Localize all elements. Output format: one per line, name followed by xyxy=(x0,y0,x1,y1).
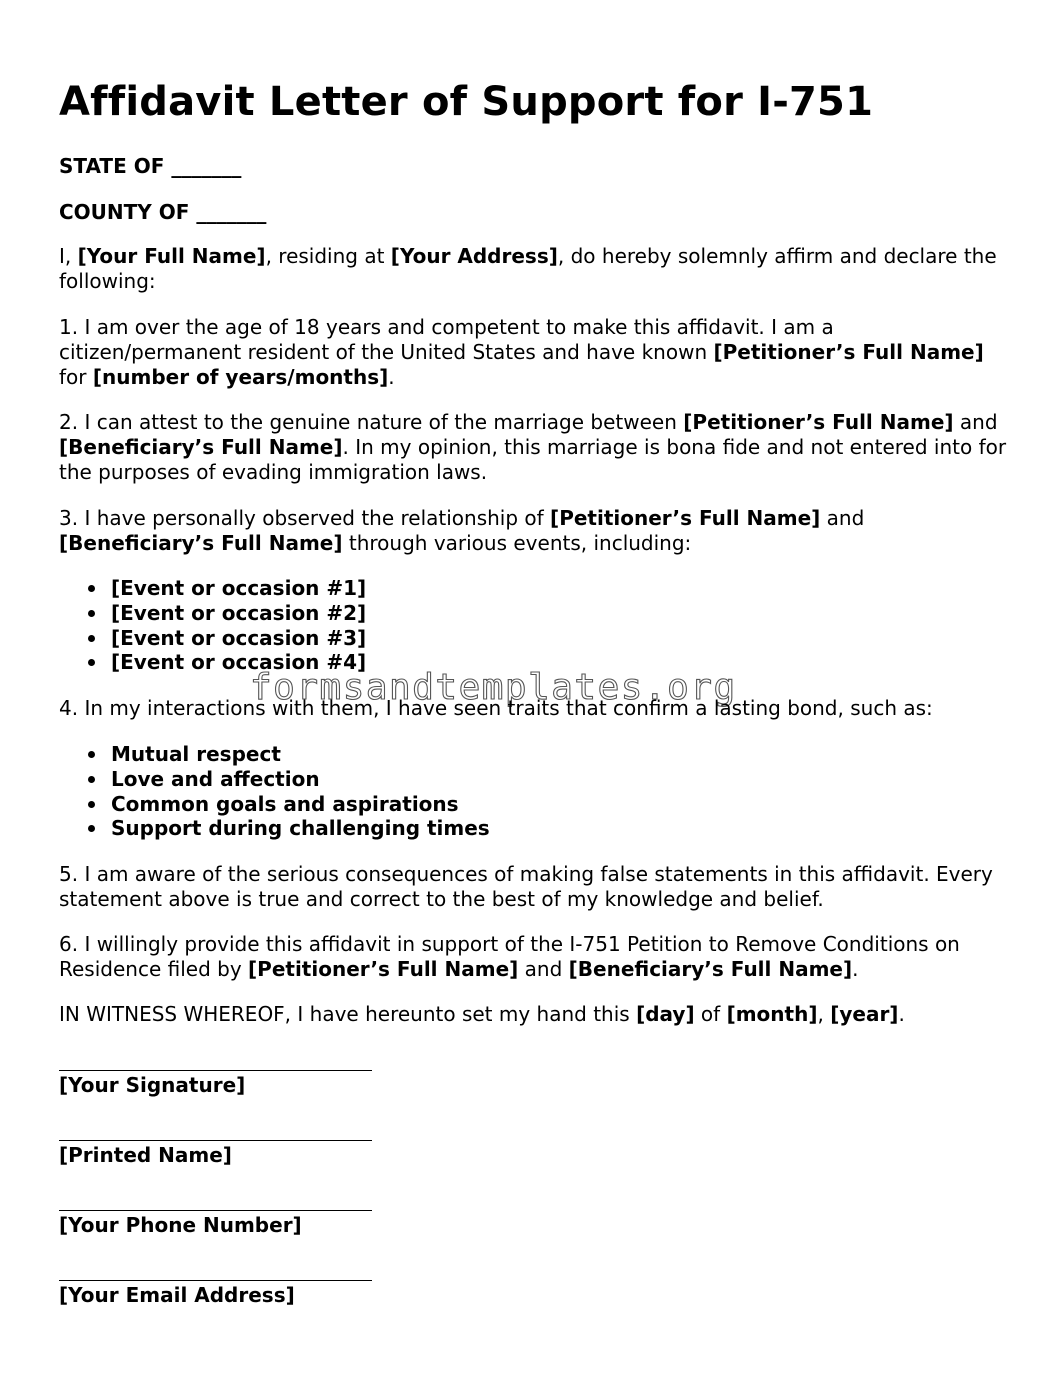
item-2-text-3: . In my opinion, this marriage is bona fide and not entered into for the purposes of evading immigration laws. xyxy=(59,434,1007,484)
printed-name-block xyxy=(59,1140,379,1167)
witness-text-1: IN WITNESS WHEREOF, I have hereunto set my hand this xyxy=(59,1002,637,1026)
item-3-paragraph xyxy=(59,506,1009,556)
item-3-petitioner: [Petitioner’s Full Name] xyxy=(550,506,821,530)
item-1-petitioner: [Petitioner’s Full Name] xyxy=(713,339,984,364)
list-item: [Event or occasion #1] xyxy=(111,576,367,600)
item-3-text-3: through various events, including: xyxy=(342,530,692,555)
signature-label: [Your Signature] xyxy=(59,1073,246,1097)
intro-address: [Your Address] xyxy=(390,244,558,268)
item-3-beneficiary: [Beneficiary’s Full Name] xyxy=(59,530,343,555)
item-1-duration: [number of years/months] xyxy=(92,364,389,389)
item-1-text-2: for xyxy=(59,364,93,389)
email-label: [Your Email Address] xyxy=(59,1283,295,1307)
traits-list xyxy=(59,742,490,841)
item-2-petitioner: [Petitioner’s Full Name] xyxy=(683,410,954,434)
phone-line xyxy=(59,1210,372,1211)
signature-line xyxy=(59,1070,372,1071)
item-6-text-3: . xyxy=(852,956,859,981)
intro-text-3: , do hereby solemnly affirm and declare the following: xyxy=(59,244,997,293)
witness-month: [month] xyxy=(726,1002,818,1026)
email-block xyxy=(59,1280,379,1307)
item-4-paragraph: 4. In my interactions with them, I have seen traits that confirm a lasting bond, such as: xyxy=(59,696,933,720)
county-line: COUNTY OF _______ xyxy=(59,200,267,224)
item-1-text-1: 1. I am over the age of 18 years and competent to make this affidavit. I am a citizen/permanent resident of the United States and have known xyxy=(59,315,834,364)
signature-block xyxy=(59,1070,379,1097)
printed-name-label: [Printed Name] xyxy=(59,1143,232,1167)
intro-text-1: I, xyxy=(59,244,78,268)
list-item: [Event or occasion #2] xyxy=(111,600,367,625)
list-item: Support during challenging times xyxy=(111,816,490,841)
item-2-text-2: and xyxy=(953,410,998,434)
item-6-paragraph xyxy=(59,932,1009,982)
phone-label: [Your Phone Number] xyxy=(59,1213,302,1237)
document-title: Affidavit Letter of Support for I-751 xyxy=(59,79,874,125)
witness-year: [year] xyxy=(830,1002,899,1026)
item-1-paragraph xyxy=(59,315,1009,389)
witness-text-4: . xyxy=(898,1002,905,1026)
email-line xyxy=(59,1280,372,1281)
intro-full-name: [Your Full Name] xyxy=(77,244,266,268)
list-item: [Event or occasion #3] xyxy=(111,625,367,650)
printed-name-line xyxy=(59,1140,372,1141)
item-2-text-1: 2. I can attest to the genuine nature of the marriage between xyxy=(59,410,684,434)
item-1-text-3: . xyxy=(388,364,395,389)
events-list xyxy=(59,576,366,675)
item-2-beneficiary: [Beneficiary’s Full Name] xyxy=(59,434,343,459)
item-6-text-1: 6. I willingly provide this affidavit in support of the I-751 Petition to Remove Conditions on Residence filed by xyxy=(59,932,960,981)
list-item: [Event or occasion #4] xyxy=(111,650,367,675)
witness-text-2: of xyxy=(694,1002,727,1026)
item-3-text-2: and xyxy=(820,506,865,530)
item-6-text-2: and xyxy=(518,956,569,981)
item-2-paragraph xyxy=(59,410,1009,484)
phone-block xyxy=(59,1210,379,1237)
list-item: Love and affection xyxy=(111,767,490,792)
list-item: Mutual respect xyxy=(111,742,490,767)
intro-text-2: , residing at xyxy=(265,244,391,268)
witness-day: [day] xyxy=(636,1002,695,1026)
intro-paragraph xyxy=(59,244,1009,294)
witness-paragraph xyxy=(59,1002,1009,1027)
item-3-text-1: 3. I have personally observed the relationship of xyxy=(59,506,551,530)
watermark: formsandtemplates.org xyxy=(250,667,737,708)
state-line: STATE OF _______ xyxy=(59,154,242,178)
witness-text-3: , xyxy=(817,1002,831,1026)
list-item: Common goals and aspirations xyxy=(111,792,490,817)
item-6-beneficiary: [Beneficiary’s Full Name] xyxy=(568,956,853,981)
item-6-petitioner: [Petitioner’s Full Name] xyxy=(248,956,519,981)
item-5-paragraph: 5. I am aware of the serious consequences of making false statements in this affidavit. Every statement above is true and correct to the best of my knowledge and belief. xyxy=(59,862,993,911)
